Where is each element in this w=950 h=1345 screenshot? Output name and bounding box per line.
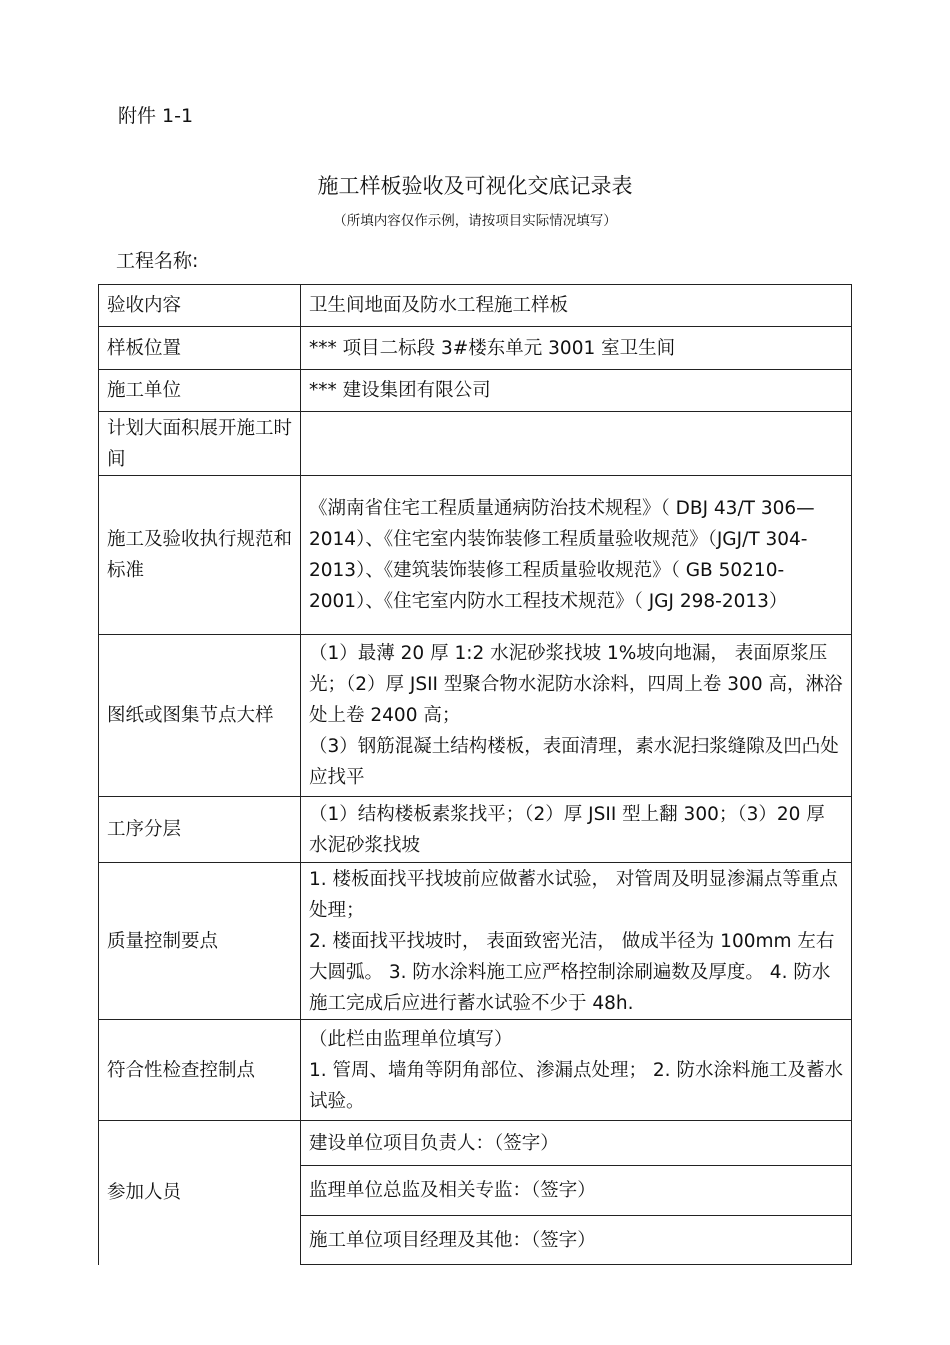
table-row xyxy=(99,476,852,635)
row-label: 验收内容 xyxy=(99,285,301,327)
form-subtitle: （所填内容仅作示例，请按项目实际情况填写） xyxy=(333,213,617,229)
row-label: 样板位置 xyxy=(99,327,301,370)
quality-point-2: 2. 楼面找平找坡时， 表面致密光洁， 做成半径为 100mm 左右大圆弧。 3. 防水涂料施工应严格控制涂刷遍数及厚度。 4. 防水施工完成后应进行蓄水试验不少于 48h. xyxy=(309,930,835,1014)
row-value: *** 建设集团有限公司 xyxy=(301,370,852,412)
signature-field-contractor[interactable]: 施工单位项目经理及其他：（签字） xyxy=(301,1216,852,1265)
record-table xyxy=(98,284,852,1265)
table-row xyxy=(99,863,852,1020)
annex-label: 附件 1-1 xyxy=(118,105,194,127)
table-row xyxy=(99,412,852,476)
form-title: 施工样板验收及可视化交底记录表 xyxy=(317,174,633,198)
row-label: 图纸或图集节点大样 xyxy=(99,635,301,797)
table-row xyxy=(99,635,852,797)
compliance-points: 1. 管周、墙角等阴角部位、渗漏点处理； 2. 防水涂料施工及蓄水试验。 xyxy=(309,1059,843,1112)
row-label: 施工及验收执行规范和标准 xyxy=(99,476,301,635)
signature-field-supervisor[interactable]: 监理单位总监及相关专监：（签字） xyxy=(301,1166,852,1216)
table-row xyxy=(99,285,852,327)
drawing-note-2: （3）钢筋混凝土结构楼板，表面清理，素水泥扫浆缝隙及凹凸处应找平 xyxy=(309,736,839,788)
row-value: 《湖南省住宅工程质量通病防治技术规程》（ DBJ 43/T 306— 2014）、《住宅室内装饰装修工程质量验收规范》（JGJ/T 304-2013）、《建筑装饰装修工程质量验收规范》（ GB 50210-2001）、《住宅室内防水工程技术规范》（ JGJ 298-2013） xyxy=(301,476,852,635)
row-value xyxy=(301,412,852,476)
quality-point-1: 1. 楼板面找平找坡前应做蓄水试验， 对管周及明显渗漏点等重点处理； xyxy=(309,868,838,921)
row-value xyxy=(301,1020,852,1121)
table-row xyxy=(99,370,852,412)
row-value xyxy=(301,635,852,797)
drawing-note-1: （1）最薄 20 厚 1:2 水泥砂浆找坡 1%坡向地漏， 表面原浆压光；（2）厚 JSII 型聚合物水泥防水涂料，四周上卷 300 高，淋浴处上卷 2400 高； xyxy=(309,643,843,726)
row-label: 施工单位 xyxy=(99,370,301,412)
row-label: 工序分层 xyxy=(99,797,301,863)
row-label: 符合性检查控制点 xyxy=(99,1020,301,1121)
table-row xyxy=(99,1020,852,1121)
row-value: *** 项目二标段 3#楼东单元 3001 室卫生间 xyxy=(301,327,852,370)
row-value xyxy=(301,863,852,1020)
row-value: （1）结构楼板素浆找平；（2）厚 JSII 型上翻 300；（3）20 厚水泥砂浆找坡 xyxy=(301,797,852,863)
signature-field-owner[interactable]: 建设单位项目负责人：（签字） xyxy=(301,1121,852,1166)
row-label: 计划大面积展开施工时间 xyxy=(99,412,301,476)
row-label: 参加人员 xyxy=(99,1121,301,1265)
project-name-label: 工程名称: xyxy=(116,250,199,272)
row-label: 质量控制要点 xyxy=(99,863,301,1020)
table-row xyxy=(99,797,852,863)
table-row xyxy=(99,1121,852,1166)
row-value: 卫生间地面及防水工程施工样板 xyxy=(301,285,852,327)
table-row xyxy=(99,327,852,370)
compliance-note: （此栏由监理单位填写） xyxy=(309,1028,513,1050)
